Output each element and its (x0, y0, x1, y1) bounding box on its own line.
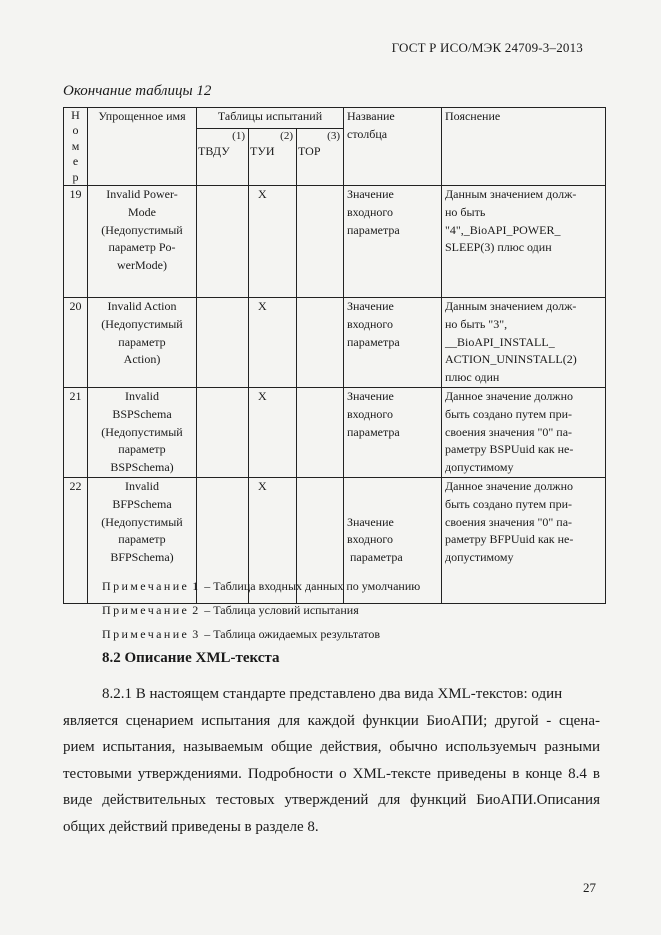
cell-tor (297, 388, 344, 478)
cell-tvdu (197, 298, 249, 388)
cell-number: 20 (64, 298, 88, 388)
table-caption: Окончание таблицы 12 (63, 83, 212, 99)
table-notes (102, 574, 420, 646)
cell-explanation: Данным значением долж- но быть "3", __BioAPI_INSTALL_ ACTION_UNINSTALL(2) плюс один (442, 298, 606, 388)
header-tui: (2) ТУИ (249, 129, 297, 186)
cell-tvdu (197, 186, 249, 298)
running-header: ГОСТ Р ИСО/МЭК 24709-3–2013 (391, 40, 583, 55)
table-row (64, 298, 606, 388)
test-table (63, 107, 606, 604)
cell-number: 19 (64, 186, 88, 298)
note-3: Примечание 3 – Таблица ожидаемых результатов (102, 627, 380, 641)
header-tor: (3) ТОР (297, 129, 344, 186)
cell-column: Значение входного параметра (344, 388, 442, 478)
header-explanation: Пояснение (442, 108, 606, 186)
table-row (64, 388, 606, 478)
cell-column: Значение входного параметра (344, 298, 442, 388)
cell-tor (297, 186, 344, 298)
header-number: Н о м е р (64, 108, 88, 186)
cell-column: Значение входного параметра (344, 478, 442, 604)
cell-explanation: Данное значение должно быть создано путем при- своения значения "0" па- раметру BFPUuid как не- допустимому (442, 478, 606, 604)
cell-number: 21 (64, 388, 88, 478)
cell-name: Invalid BFPSchema (Недопустимый параметр BFPSchema) (88, 478, 197, 604)
cell-explanation: Данным значением долж- но быть "4",_BioAPI_POWER_ SLEEP(3) плюс один (442, 186, 606, 298)
cell-tor (297, 298, 344, 388)
note-2: Примечание 2 – Таблица условий испытания (102, 603, 359, 617)
cell-tui: X (249, 478, 297, 604)
section-paragraph: 8.2.1 В настоящем стандарте представлено два вида XML-текстов: один является сценарием испытания для каждой функции БиоАПИ; другой - сцена- рием испытания, называемым общие действия, обычно используемыч разными тестовыми утверждениями. Подробности о XML-тексте приведены в конце 8.4 в виде действительных тестовых утверждений для функций БиоАПИ.Описания общих действий приведены в разделе 8. (63, 686, 600, 835)
cell-name: Invalid Power- Mode (Недопустимый параметр Po- werMode) (88, 186, 197, 298)
cell-tui: X (249, 298, 297, 388)
cell-explanation: Данное значение должно быть создано путем при- своения значения "0" па- раметру BSPUuid как не- допустимому (442, 388, 606, 478)
section-heading: 8.2 Описание XML-текста (102, 650, 280, 666)
header-tests-group: Таблицы испытаний (197, 108, 344, 129)
header-column-name: Название столбца (344, 108, 442, 186)
cell-number: 22 (64, 478, 88, 604)
cell-tui: X (249, 186, 297, 298)
cell-name: Invalid BSPSchema (Недопустимый параметр BSPSchema) (88, 388, 197, 478)
header-name: Упрощенное имя (88, 108, 197, 186)
cell-tvdu (197, 388, 249, 478)
table-row (64, 186, 606, 298)
header-row-1 (64, 108, 606, 129)
note-1: Примечание 1 – Таблица входных данных по умолчанию (102, 579, 421, 593)
page-number: 27 (583, 880, 596, 895)
cell-name: Invalid Action (Недопустимый параметр Action) (88, 298, 197, 388)
cell-column: Значение входного параметра (344, 186, 442, 298)
header-tvdu: (1) ТВДУ (197, 129, 249, 186)
cell-tui: X (249, 388, 297, 478)
